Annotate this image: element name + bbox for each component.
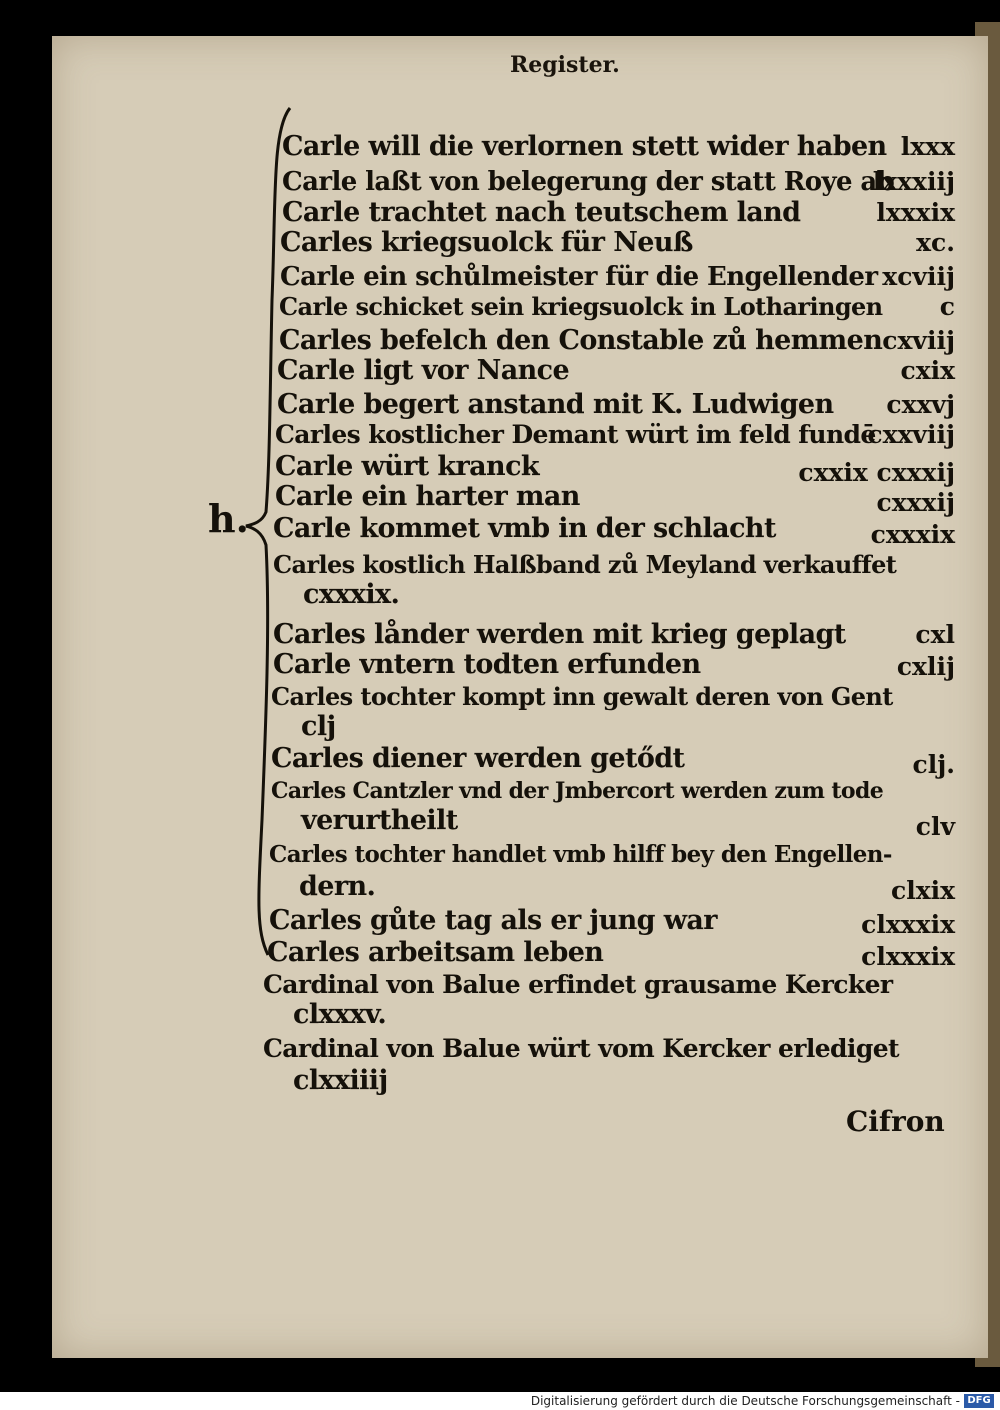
register-entry: Carle trachtet nach teutschem land <box>282 197 801 228</box>
register-entry: Cardinal von Balue würt vom Kercker erlediget <box>263 1034 899 1063</box>
register-entry: Carles tochter handlet vmb hilff bey den Engellen- <box>269 841 892 868</box>
page-reference: cxxvj <box>886 390 955 419</box>
register-entry: Carle kommet vmb in der schlacht <box>273 513 776 544</box>
register-entry: Carle ein schůlmeister für die Engellender <box>280 262 878 292</box>
page-reference: cxviij <box>882 326 955 355</box>
page-reference: lxxxiij <box>872 167 955 196</box>
page-reference: xcviij <box>882 262 955 291</box>
register-entry: dern. <box>299 871 376 902</box>
register-entry: Carle schicket sein kriegsuolck in Lotharingen <box>279 292 883 321</box>
register-entry: Cardinal von Balue erfindet grausame Kercker <box>263 970 893 999</box>
register-entry: Carles diener werden getődt <box>271 743 685 774</box>
page-reference: cxix <box>900 356 955 385</box>
page-reference: cxxix cxxxij <box>798 458 955 487</box>
page-reference: clxxxix <box>861 910 955 939</box>
register-entry: clxxiiij <box>293 1065 388 1096</box>
register-entry: Carle ligt vor Nance <box>277 355 570 386</box>
register-entry: Carle würt kranck <box>275 451 540 482</box>
register-entry: clj <box>301 711 336 742</box>
register-entry: Carles kostlich Halßband zů Meyland verkauffet <box>273 550 897 579</box>
page-reference: lxxxix <box>876 198 955 227</box>
page-reference: c <box>939 292 955 321</box>
register-entry: Carle will die verlornen stett wider haben <box>282 131 887 162</box>
register-entry: Carles kriegsuolck für Neuß <box>280 227 693 258</box>
dfg-logo: DFG <box>964 1394 994 1408</box>
brace-letter: h. <box>208 496 249 541</box>
page-reference: cxxxix <box>870 520 955 549</box>
register-entry: Carles lånder werden mit krieg geplagt <box>273 619 846 650</box>
register-entry: Carles kostlicher Demant würt im feld fundē <box>275 420 876 449</box>
register-entry: Carle vntern todten erfunden <box>273 649 701 680</box>
footer-credit: Digitalisierung gefördert durch die Deutsche Forschungsgemeinschaft - <box>530 1394 960 1408</box>
page-header: Register. <box>510 52 620 78</box>
register-entry: Carle begert anstand mit K. Ludwigen <box>277 389 834 420</box>
page-reference: clxix <box>890 876 955 905</box>
page-reference: xc. <box>916 228 955 257</box>
register-entry: Carle ein harter man <box>275 481 580 512</box>
register-entry: Carles tochter kompt inn gewalt deren von Gent <box>271 682 893 711</box>
page-reference: cxxviij <box>867 420 955 449</box>
register-entry: Carles gůte tag als er jung war <box>269 905 717 936</box>
page-reference: lxxx <box>900 132 955 161</box>
register-entry: cxxxix. <box>303 579 400 610</box>
page-reference: cxl <box>915 620 955 649</box>
page-reference: clj. <box>912 750 955 779</box>
page-reference: clxxxix <box>861 942 955 971</box>
register-entry: Carles befelch den Constable zů hemmen <box>279 325 883 356</box>
register-entry: verurtheilt <box>301 805 458 836</box>
page-reference: clv <box>915 812 955 841</box>
register-entry: Carles arbeitsam leben <box>267 937 604 968</box>
register-entry: Carle laßt von belegerung der statt Roye ab <box>282 167 895 197</box>
page-reference: cxxxij <box>876 488 955 517</box>
page-reference: cxlij <box>896 652 955 681</box>
catchword: Cifron <box>846 1105 945 1138</box>
register-entry: Carles Cantzler vnd der Jmbercort werden zum tode <box>271 778 884 804</box>
register-entry: clxxxv. <box>293 999 387 1030</box>
footer-bar <box>0 1392 1000 1410</box>
